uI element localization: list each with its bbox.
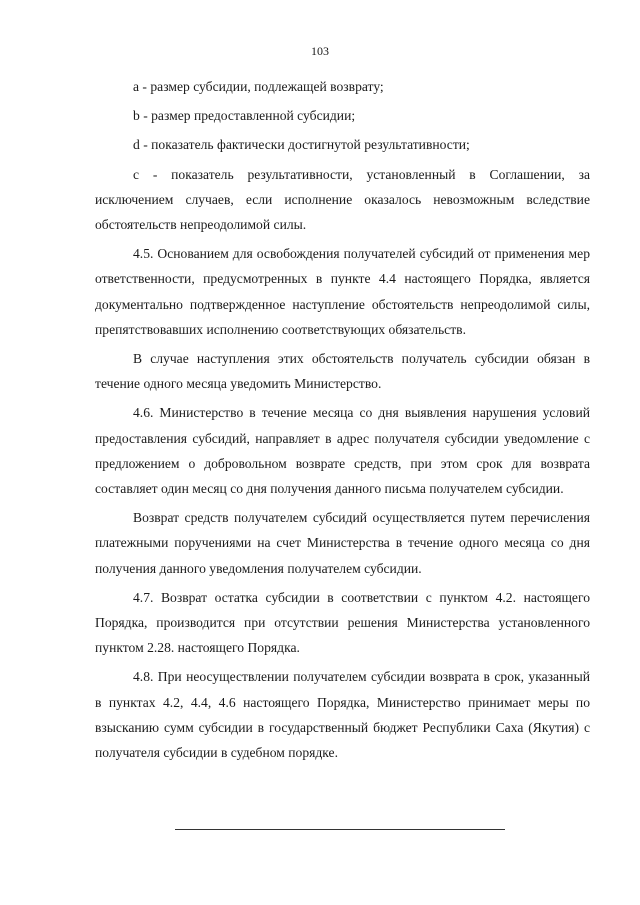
clause-4-7: 4.7. Возврат остатка субсидии в соответствии с пунктом 4.2. настоящего Порядка, производится при отсутствии решения Министерства установленного пунктом 2.28. настоящего Порядка.: [95, 589, 590, 656]
formula-variable-c: с - показатель результативности, установленный в Соглашении, за исключением случаев, если исполнение оказалось невозможным вследствие обстоятельств непреодолимой силы.: [95, 166, 590, 233]
formula-variable-a: a - размер субсидии, подлежащей возврату;: [133, 79, 384, 94]
clause-4-5-notice: В случае наступления этих обстоятельств получатель субсидии обязан в течение одного месяца уведомить Министерство.: [95, 351, 590, 392]
formula-variable-d: d - показатель фактически достигнутой результативности;: [133, 137, 470, 153]
clause-4-5: 4.5. Основанием для освобождения получателей субсидий от применения мер ответственности, предусмотренных в пункте 4.4 настоящего Порядка, является документально подтвержденное наступление обстоятельств непреодолимой силы, препятствовавших исполнению соответствующих обязательств.: [95, 246, 590, 337]
end-divider-line: [175, 829, 505, 830]
document-body: [95, 74, 590, 769]
clause-4-6-return: Возврат средств получателем субсидий осуществляется путем перечисления платежными поручениями на счет Министерства в течение одного месяца со дня получения данного уведомления получателем субсидии.: [95, 510, 590, 576]
clause-4-8: 4.8. При неосуществлении получателем субсидии возврата в срок, указанный в пунктах 4.2, 4.4, 4.6 настоящего Порядка, Министерство принимает меры по взысканию сумм субсидии в государственный бюджет Республики Саха (Якутия) с получателя субсидии в судебном порядке.: [95, 669, 590, 761]
clause-4-6: 4.6. Министерство в течение месяца со дня выявления нарушения условий предоставления субсидий, направляет в адрес получателя субсидии уведомление с предложением о добровольном возврате средств, при этом срок для возврата составляет один месяц со дня получения данного письма получателем субсидии.: [95, 405, 590, 497]
formula-variable-b: b - размер предоставленной субсидии;: [133, 108, 356, 124]
page-number: 103: [311, 44, 329, 58]
